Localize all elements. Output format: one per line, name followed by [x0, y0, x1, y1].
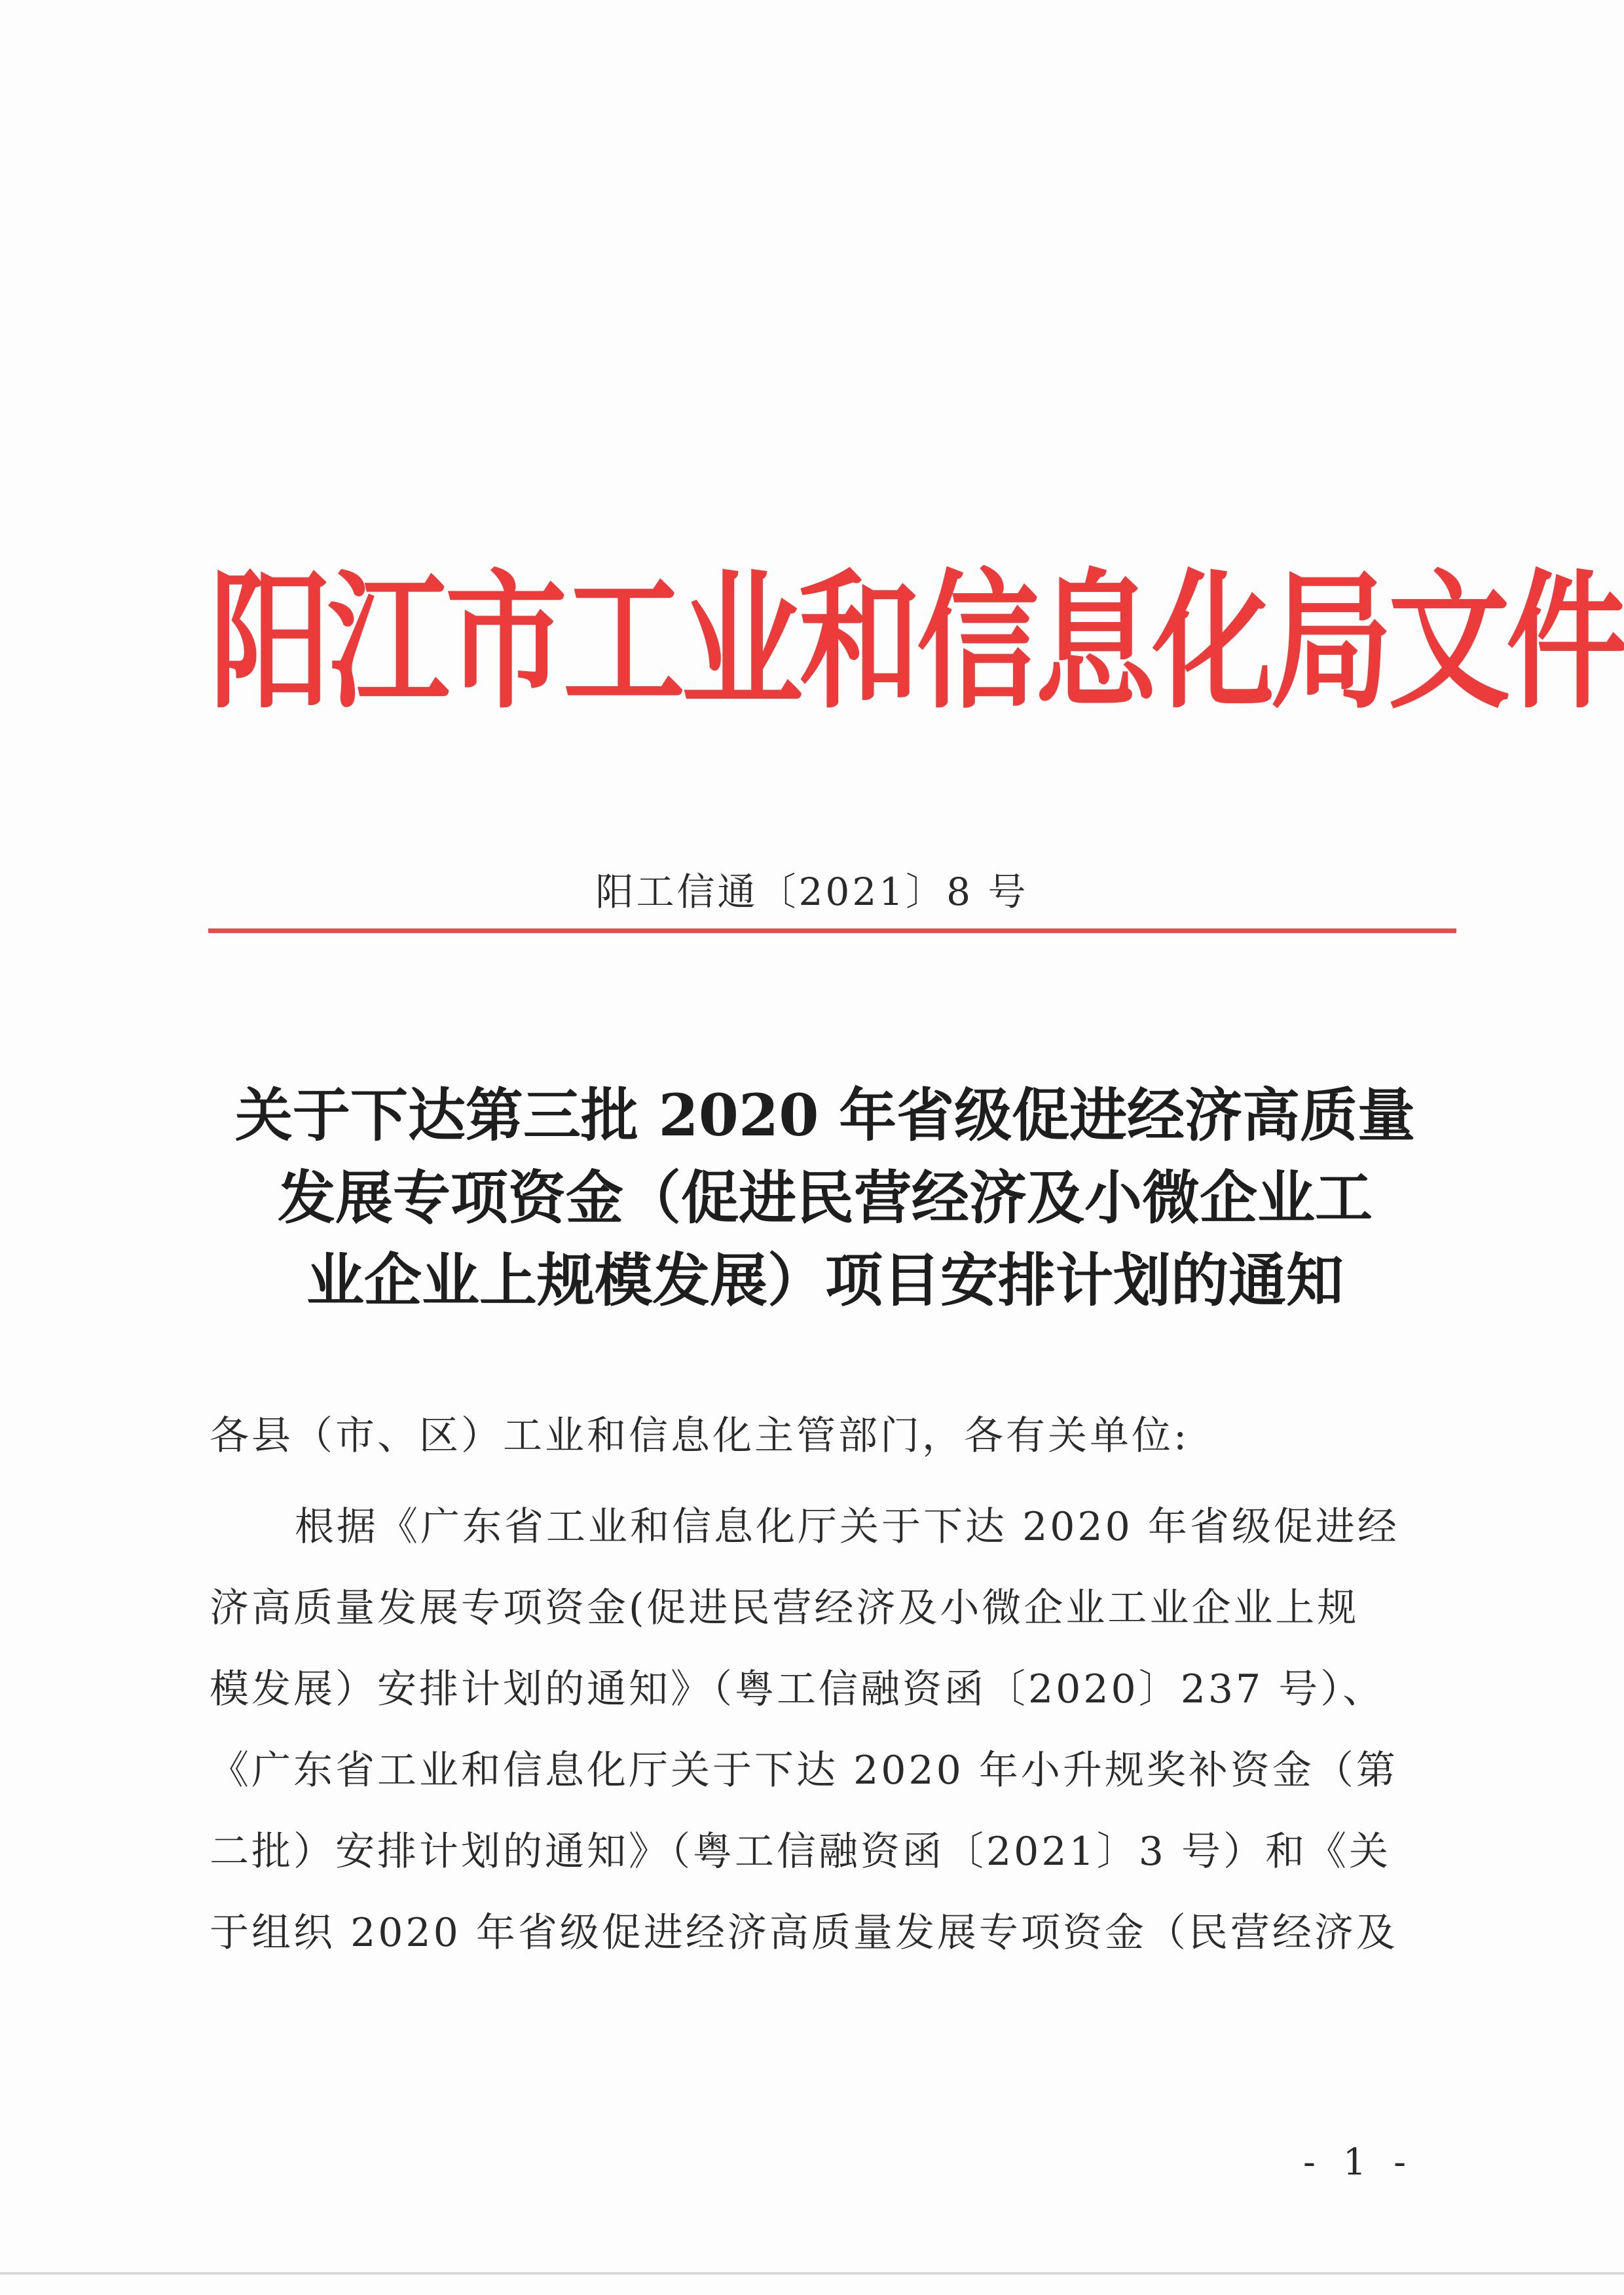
notice-title-line: 业企业上规模发展）项目安排计划的通知 [306, 1246, 1344, 1314]
notice-title-line: 发展专项资金（促进民营经济及小微企业工 [277, 1164, 1373, 1232]
salutation: 各县（市、区）工业和信息化主管部门，各有关单位: [210, 1413, 1190, 1459]
body-text [210, 1486, 1434, 1974]
body-line: 《广东省工业和信息化厅关于下达 2020 年小升规奖补资金（第 [210, 1748, 1398, 1793]
red-divider-line [208, 928, 1456, 933]
org-title: 阳江市工业和信息化局文件 [210, 553, 1624, 729]
body-line: 模发展）安排计划的通知》（粤工信融资函〔2020〕237 号）、 [210, 1666, 1385, 1712]
notice-title [216, 1074, 1434, 1321]
body-line: 根据《广东省工业和信息化厅关于下达 2020 年省级促进经 [295, 1504, 1399, 1550]
scan-edge-line [0, 2272, 1624, 2275]
body-line: 于组织 2020 年省级促进经济高质量发展专项资金（民营经济及 [210, 1910, 1398, 1956]
notice-title-line: 关于下达第三批 2020 年省级促进经济高质量 [234, 1081, 1416, 1149]
body-line: 济高质量发展专项资金(促进民营经济及小微企业工业企业上规 [210, 1585, 1359, 1631]
body-line: 二批）安排计划的通知》（粤工信融资函〔2021〕3 号）和《关 [210, 1829, 1391, 1875]
document-number: 阳工信通〔2021〕8 号 [595, 870, 1029, 914]
page-number: - 1 - [1303, 2141, 1414, 2184]
